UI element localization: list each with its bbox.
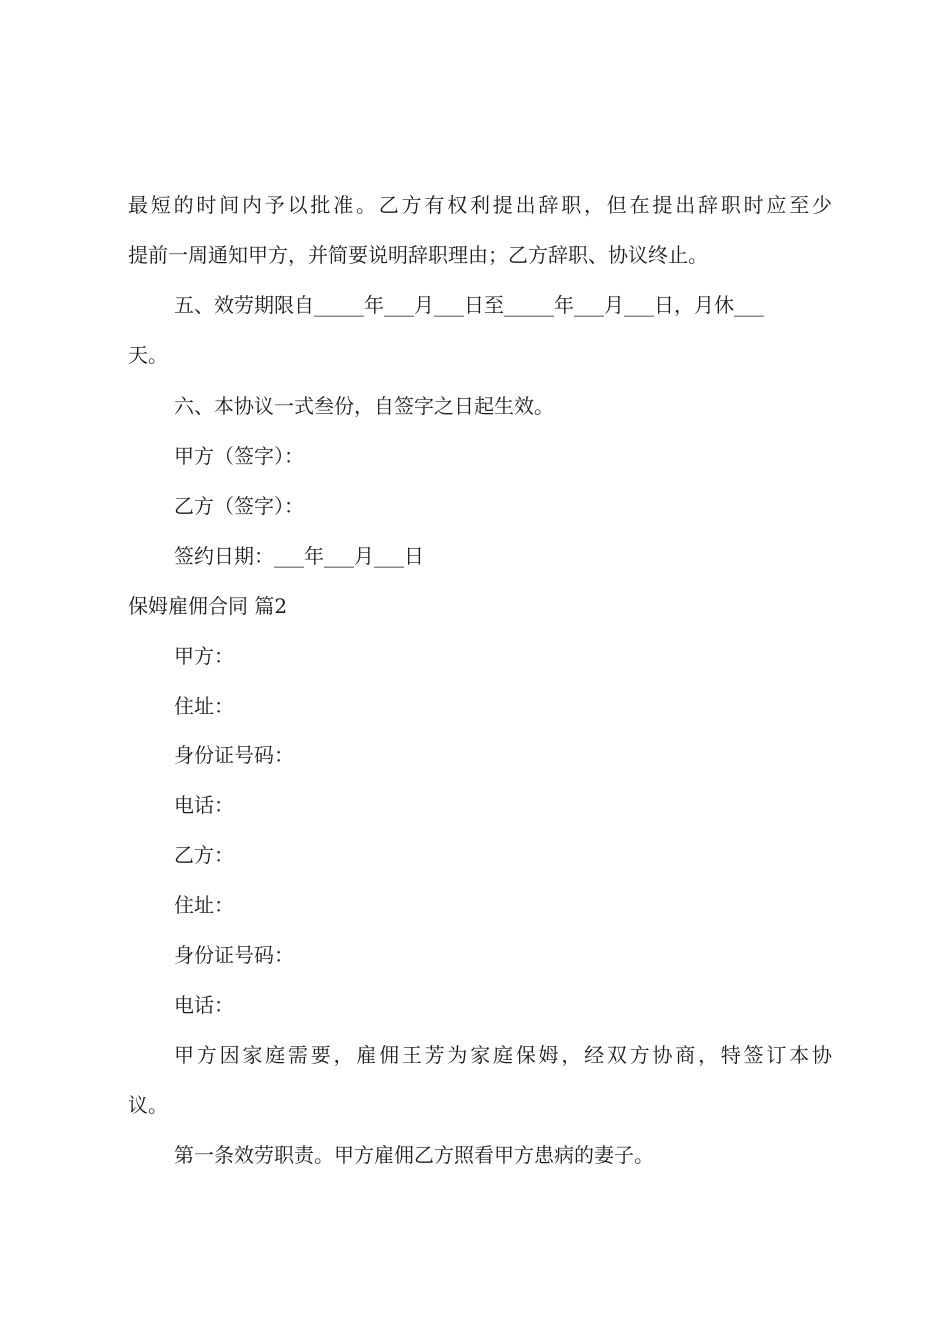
party-a-label: 甲方： — [174, 644, 234, 668]
article-one-duties: 第一条效劳职责。甲方雇佣乙方照看甲方患病的妻子。 — [174, 1143, 654, 1167]
signing-date-label: 签约日期：___年___月___日 — [174, 544, 424, 568]
paragraph-line-2: 提前一周通知甲方，并简要说明辞职理由；乙方辞职、协议终止。 — [128, 243, 708, 267]
party-a-phone-label: 电话： — [174, 793, 234, 817]
party-a-signature-label: 甲方（签字）： — [174, 444, 304, 468]
party-b-address-label: 住址： — [174, 893, 234, 917]
preamble-line-1: 甲方因家庭需要，雇佣王芳为家庭保姆，经双方协商，特签订本协 — [174, 1043, 832, 1067]
party-a-address-label: 住址： — [174, 694, 234, 718]
paragraph-line-1: 最短的时间内予以批准。乙方有权利提出辞职，但在提出辞职时应至少 — [128, 193, 832, 217]
clause-five-continuation: 天。 — [128, 343, 168, 367]
clause-five-service-period: 五、效劳期限自_____年___月___日至_____年___月___日，月休___ — [174, 293, 764, 317]
party-b-phone-label: 电话： — [174, 993, 234, 1017]
section-heading-contract-2: 保姆雇佣合同 篇2 — [128, 594, 288, 618]
party-a-id-number-label: 身份证号码： — [174, 743, 294, 767]
party-b-label: 乙方： — [174, 843, 234, 867]
party-b-signature-label: 乙方（签字）： — [174, 494, 304, 518]
party-b-id-number-label: 身份证号码： — [174, 943, 294, 967]
clause-six-copies: 六、本协议一式叁份，自签字之日起生效。 — [174, 394, 554, 418]
preamble-line-2: 议。 — [128, 1093, 168, 1117]
